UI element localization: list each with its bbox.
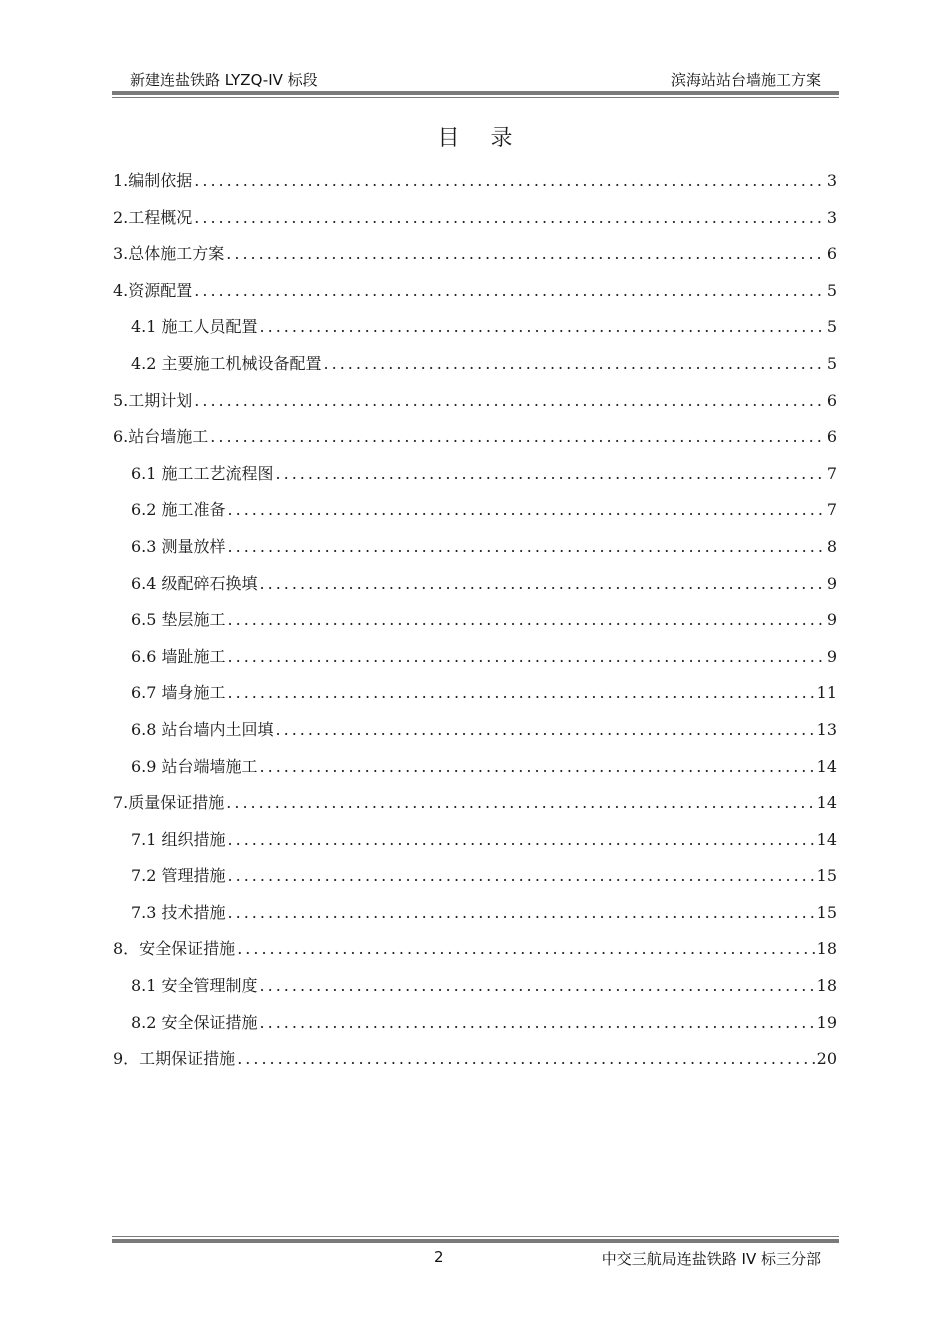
toc-entry[interactable]	[113, 309, 837, 346]
toc-leader-dots	[228, 822, 815, 859]
toc-entry-label: 6.2 施工准备	[131, 500, 226, 520]
toc-entry-page: 14	[816, 756, 837, 776]
toc-entry-label: 7.2 管理措施	[131, 866, 226, 886]
toc-leader-dots	[260, 309, 825, 346]
toc-entry-page: 14	[816, 793, 837, 813]
toc-entry-page: 8	[826, 536, 837, 556]
toc-leader-dots	[276, 456, 825, 493]
page-header	[112, 66, 839, 90]
toc-entry-page: 5	[826, 317, 837, 337]
toc-leader-dots	[260, 749, 815, 786]
toc-entry[interactable]	[113, 492, 837, 529]
toc-entry-label: 6.3 测量放样	[131, 536, 226, 556]
toc-leader-dots	[194, 383, 825, 420]
toc-entry-page: 14	[816, 829, 837, 849]
toc-leader-dots	[237, 931, 814, 968]
toc-entry-label: 6.7 墙身施工	[131, 683, 226, 703]
toc-entry[interactable]	[113, 712, 837, 749]
table-of-contents	[113, 163, 837, 1078]
toc-entry[interactable]	[113, 383, 837, 420]
toc-entry-label: 6.6 墙趾施工	[131, 646, 226, 666]
toc-entry-page: 13	[816, 719, 837, 739]
header-document-title: 滨海站站台墙施工方案	[670, 71, 821, 89]
toc-entry-label: 9．工期保证措施	[113, 1049, 236, 1069]
toc-entry[interactable]	[113, 236, 837, 273]
toc-entry-label: 7.质量保证措施	[113, 793, 225, 813]
toc-entry[interactable]	[113, 602, 837, 639]
toc-entry-page: 9	[826, 573, 837, 593]
toc-entry-label: 7.3 技术措施	[131, 902, 226, 922]
footer-rule-thin	[112, 1236, 839, 1237]
toc-entry-page: 6	[826, 427, 837, 447]
toc-entry[interactable]	[113, 968, 837, 1005]
header-rule-thick	[112, 91, 839, 95]
toc-entry-page: 18	[816, 939, 837, 959]
toc-entry-label: 6.8 站台墙内土回填	[131, 719, 274, 739]
toc-entry[interactable]	[113, 1041, 837, 1078]
toc-entry-label: 5.工期计划	[113, 390, 193, 410]
toc-entry-page: 15	[816, 902, 837, 922]
toc-entry-page: 6	[826, 244, 837, 264]
toc-leader-dots	[194, 273, 825, 310]
toc-entry-label: 6.9 站台端墙施工	[131, 756, 258, 776]
toc-entry[interactable]	[113, 419, 837, 456]
toc-entry-page: 18	[816, 976, 837, 996]
toc-entry-page: 11	[816, 683, 837, 703]
toc-entry-page: 6	[826, 390, 837, 410]
footer-rule-thick	[112, 1239, 839, 1243]
toc-entry-page: 7	[826, 463, 837, 483]
toc-entry[interactable]	[113, 785, 837, 822]
toc-entry-label: 4.1 施工人员配置	[131, 317, 258, 337]
toc-title: 目 录	[437, 126, 525, 151]
page-footer	[112, 1246, 839, 1270]
toc-entry[interactable]	[113, 566, 837, 603]
toc-entry-page: 5	[826, 280, 837, 300]
toc-leader-dots	[260, 968, 815, 1005]
toc-entry-page: 5	[826, 353, 837, 373]
toc-entry-page: 7	[826, 500, 837, 520]
toc-leader-dots	[228, 895, 815, 932]
toc-leader-dots	[237, 1041, 814, 1078]
toc-entry-label: 6.1 施工工艺流程图	[131, 463, 274, 483]
toc-leader-dots	[228, 639, 825, 676]
toc-leader-dots	[260, 566, 825, 603]
toc-entry-label: 4.2 主要施工机械设备配置	[131, 353, 322, 373]
toc-entry-label: 6.4 级配碎石换填	[131, 573, 258, 593]
toc-entry-label: 4.资源配置	[113, 280, 193, 300]
toc-entry-page: 20	[816, 1049, 837, 1069]
toc-leader-dots	[226, 236, 825, 273]
toc-leader-dots	[228, 492, 825, 529]
toc-entry[interactable]	[113, 931, 837, 968]
toc-leader-dots	[194, 200, 825, 237]
toc-entry-label: 8.2 安全保证措施	[131, 1012, 258, 1032]
toc-leader-dots	[228, 602, 825, 639]
toc-entry-label: 1.编制依据	[113, 171, 193, 190]
toc-entry-page: 15	[816, 866, 837, 886]
toc-entry[interactable]	[113, 200, 837, 237]
toc-entry-label: 6.5 垫层施工	[131, 610, 226, 630]
toc-leader-dots	[228, 858, 815, 895]
toc-entry[interactable]	[113, 749, 837, 786]
toc-entry-label: 7.1 组织措施	[131, 829, 226, 849]
toc-leader-dots	[226, 785, 814, 822]
toc-entry[interactable]	[113, 1005, 837, 1042]
footer-organization: 中交三航局连盐铁路 IV 标三分部	[601, 1250, 821, 1268]
toc-entry[interactable]	[113, 895, 837, 932]
toc-entry-page: 19	[816, 1012, 837, 1032]
toc-entry[interactable]	[113, 529, 837, 566]
toc-leader-dots	[324, 346, 825, 383]
toc-entry-page: 3	[826, 171, 837, 190]
toc-entry-label: 6.站台墙施工	[113, 427, 209, 447]
footer-page-number: 2	[434, 1248, 444, 1266]
toc-entry[interactable]	[113, 822, 837, 859]
toc-entry[interactable]	[113, 163, 837, 200]
toc-leader-dots	[228, 675, 815, 712]
toc-entry[interactable]	[113, 675, 837, 712]
toc-entry-label: 3.总体施工方案	[113, 244, 225, 264]
header-rule-thin	[112, 97, 839, 98]
toc-entry-label: 8．安全保证措施	[113, 939, 236, 959]
toc-entry-page: 9	[826, 610, 837, 630]
toc-entry[interactable]	[113, 346, 837, 383]
toc-leader-dots	[210, 419, 825, 456]
toc-entry[interactable]	[113, 858, 837, 895]
toc-leader-dots	[276, 712, 815, 749]
toc-leader-dots	[194, 163, 825, 200]
toc-entry-page: 3	[826, 207, 837, 227]
toc-leader-dots	[228, 529, 825, 566]
toc-entry-page: 9	[826, 646, 837, 666]
toc-leader-dots	[260, 1005, 815, 1042]
toc-entry[interactable]	[113, 273, 837, 310]
header-project-name: 新建连盐铁路 LYZQ-IV 标段	[130, 71, 318, 89]
toc-entry[interactable]	[113, 639, 837, 676]
toc-entry[interactable]	[113, 456, 837, 493]
toc-entry-label: 8.1 安全管理制度	[131, 976, 258, 996]
toc-entry-label: 2.工程概况	[113, 207, 193, 227]
